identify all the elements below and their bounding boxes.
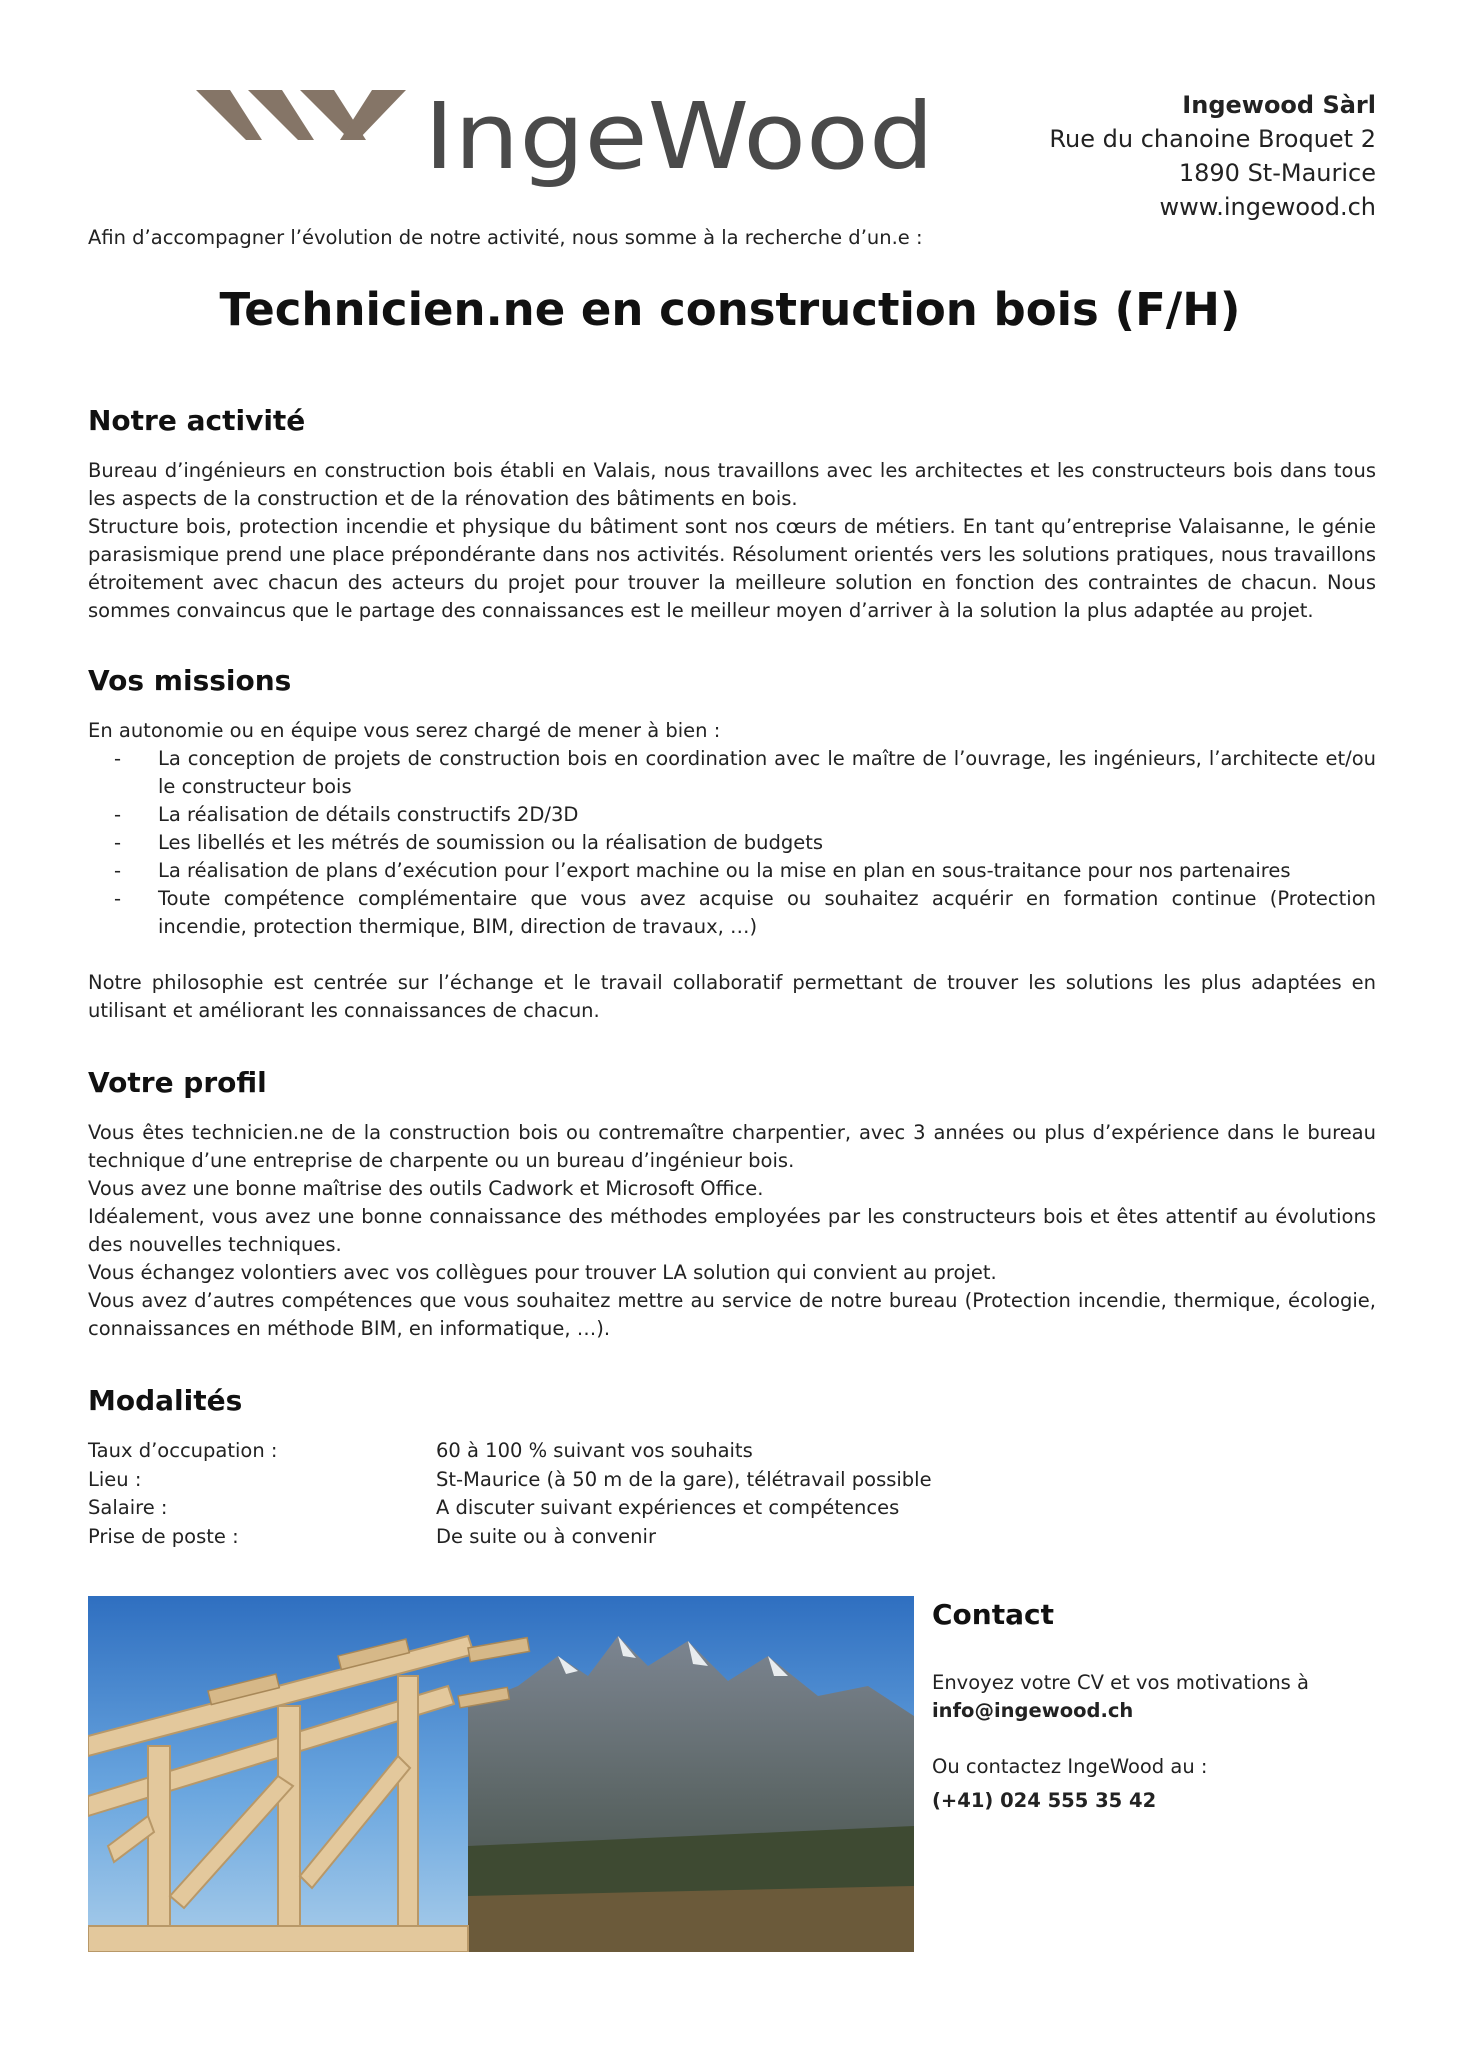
profile-paragraph-3: Idéalement, vous avez une bonne connaissance des méthodes employées par les constructeurs bois et êtes attentif au évolutions des nouvelles techniques. <box>88 1205 1376 1256</box>
section-profile <box>88 1066 1376 1343</box>
missions-title: Vos missions <box>88 664 292 697</box>
company-street: Rue du chanoine Broquet 2 <box>1049 125 1376 153</box>
contact-email-link[interactable]: info@ingewood.ch <box>932 1699 1134 1722</box>
profile-paragraph-2: Vous avez une bonne maîtrise des outils Cadwork et Microsoft Office. <box>88 1177 764 1200</box>
profile-paragraph-1: Vous êtes technicien.ne de la construction bois ou contremaître charpentier, avec 3 années ou plus d’expérience dans le bureau technique d’une entreprise de charpente ou un bureau d’ingénieur bois. <box>88 1121 1376 1172</box>
modality-value: De suite ou à convenir <box>436 1524 656 1548</box>
section-modalities <box>88 1384 1376 1551</box>
company-address <box>1049 88 1376 224</box>
contact-call-suffix: au : <box>1170 1755 1208 1778</box>
missions-list <box>88 745 1376 941</box>
contact-call-prefix: Ou contactez <box>932 1755 1062 1778</box>
profile-title: Votre profil <box>88 1066 267 1099</box>
modality-value: 60 à 100 % suivant vos souhaits <box>436 1439 753 1462</box>
profile-paragraph-5: Vous avez d’autres compétences que vous souhaitez mettre au service de notre bureau (Protection incendie, thermique, écologie, connaissances en méthode BIM, en informatique, …). <box>88 1289 1376 1340</box>
list-item: - Les libellés et les métrés de soumission ou la réalisation de budgets <box>114 831 824 854</box>
job-title: Technicien.ne en construction bois (F/H) <box>219 283 1241 336</box>
list-item: - La réalisation de détails constructifs 2D/3D <box>114 803 579 826</box>
modality-label: Lieu : <box>88 1467 142 1491</box>
company-website[interactable]: www.ingewood.ch <box>1159 193 1376 221</box>
logo-text: IngeWood <box>424 83 934 190</box>
timber-frame-photo <box>88 1596 914 1952</box>
missions-philosophy: Notre philosophie est centrée sur l’échange et le travail collaboratif permettant de trouver les solutions les plus adaptées en utilisant et améliorant les connaissances de chacun. <box>88 971 1376 1022</box>
section-missions <box>88 664 1376 1025</box>
contact-send-label: Envoyez votre CV et vos motivations à <box>932 1671 1309 1694</box>
activity-paragraph-2: Structure bois, protection incendie et physique du bâtiment sont nos cœurs de métiers. En tant qu’entreprise Valaisanne, le génie parasismique prend une place prépondérante dans nos activités. Résolument orientés vers les solutions pratiques, nous travaillons étroitement avec chacun des acteurs du projet pour trouver la meilleure solution en fonction des contraintes de chacun. Nous sommes convaincus que le partage des connaissances est le meilleur moyen d’arriver à la solution la plus adaptée au projet. <box>88 515 1376 622</box>
contact-brand: IngeWood <box>1067 1755 1165 1778</box>
company-name: Ingewood Sàrl <box>1182 91 1376 119</box>
contact-call-text <box>932 1753 1378 1781</box>
modality-label: Salaire : <box>88 1496 168 1519</box>
list-item: - Toute compétence complémentaire que vous avez acquise ou souhaitez acquérir en formation continue (Protection incendie, protection thermique, BIM, direction de travaux, …) <box>114 887 1376 938</box>
modality-row <box>88 1466 1376 1495</box>
modality-label: Taux d’occupation : <box>88 1439 278 1462</box>
modality-row <box>88 1523 1376 1552</box>
modality-label: Prise de poste : <box>88 1524 239 1548</box>
ingewood-chevron-logo-icon <box>196 80 936 200</box>
activity-title: Notre activité <box>88 404 306 437</box>
modality-row <box>88 1494 1376 1523</box>
modality-value: St-Maurice (à 50 m de la gare), télétravail possible <box>436 1467 932 1491</box>
company-logo <box>196 80 936 200</box>
profile-paragraph-4: Vous échangez volontiers avec vos collègues pour trouver LA solution qui convient au projet. <box>88 1261 997 1284</box>
contact-phone[interactable]: (+41) 024 555 35 42 <box>932 1789 1157 1812</box>
modality-value: A discuter suivant expériences et compétences <box>436 1496 900 1519</box>
timber-frame-mountain-photo <box>88 1596 914 1952</box>
modalities-title: Modalités <box>88 1384 243 1417</box>
list-item: - La conception de projets de construction bois en coordination avec le maître de l’ouvrage, les ingénieurs, l’architecte et/ou le constructeur bois <box>114 747 1376 798</box>
company-city: 1890 St-Maurice <box>1178 159 1376 187</box>
intro-text: Afin d’accompagner l’évolution de notre activité, nous somme à la recherche d’un.e : <box>88 226 923 249</box>
missions-lead: En autonomie ou en équipe vous serez chargé de mener à bien : <box>88 719 721 742</box>
section-contact <box>932 1598 1378 1815</box>
contact-title: Contact <box>932 1598 1054 1631</box>
section-activity <box>88 404 1376 625</box>
activity-paragraph-1: Bureau d’ingénieurs en construction bois établi en Valais, nous travaillons avec les architectes et les constructeurs bois dans tous les aspects de la construction et de la rénovation des bâtiments en bois. <box>88 459 1376 510</box>
modality-row <box>88 1437 1376 1466</box>
list-item: - La réalisation de plans d’exécution pour l’export machine ou la mise en plan en sous-traitance pour nos partenaires <box>114 859 1291 882</box>
contact-send-text <box>932 1669 1378 1725</box>
